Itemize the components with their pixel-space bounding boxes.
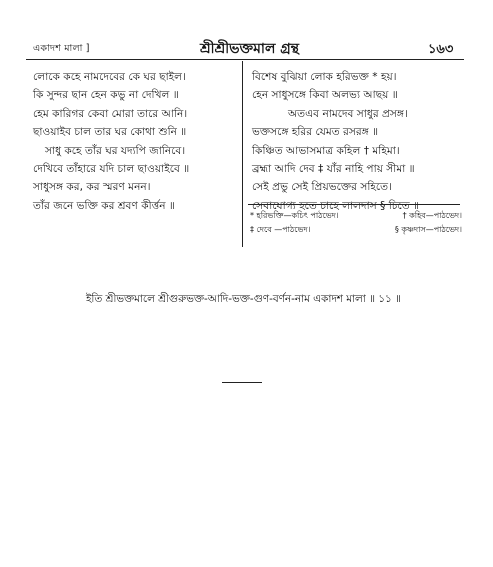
footnote: § কৃষ্ণদাস—পাঠভেদ। bbox=[394, 224, 462, 234]
verse-line: সেবাযোগ্য হতে চাহে লালদাস § চিতে ॥ bbox=[252, 199, 420, 212]
footnote-row bbox=[250, 223, 462, 237]
verse-line: কি সুন্দর ছান হেন কভু না দেখিল ॥ bbox=[33, 89, 179, 102]
verse-line: কিঞ্চিত আভাসমাত্র কহিল † মহিমা। bbox=[252, 144, 400, 157]
verse-line: তাঁর জনে ভক্তি কর শ্রবণ কীর্ত্তন ॥ bbox=[33, 199, 175, 212]
verse-line: ব্রহ্মা আদি দেব ‡ যাঁর নাহি পায় সীমা ॥ bbox=[252, 162, 415, 175]
verse-line: সেই প্রভু সেই প্রিয়ভক্তের সহিতে। bbox=[252, 181, 392, 194]
verse-line: অতএব নামদেব সাধুর প্রসঙ্গ। bbox=[288, 107, 408, 120]
verse-column-right bbox=[252, 68, 462, 215]
footnotes bbox=[250, 209, 462, 236]
running-title: শ্রীশ্রীভক্তমাল গ্রন্থ bbox=[200, 41, 300, 57]
verse-line: ছাওয়াইব চাল তার ঘর কোথা শুনি ॥ bbox=[33, 126, 187, 139]
verse-line: ভক্তসঙ্গে হরির যেমত রসরঙ্গ ॥ bbox=[252, 126, 379, 139]
end-dash bbox=[222, 382, 262, 383]
verse-line: দেখিবে তাঁহারে যদি চাল ছাওয়াইবে ॥ bbox=[33, 162, 190, 175]
verse-line: লোকে কহে নামদেবের কে ঘর ছাইল। bbox=[33, 71, 186, 83]
verse-column-left bbox=[33, 68, 239, 215]
footnote: * হরিভক্তি—কচিৎ পাঠভেদ। bbox=[250, 211, 339, 220]
verse-line: বিশেষ বুঝিয়া লোক হরিভক্ত * হয়। bbox=[252, 71, 397, 83]
column-divider bbox=[242, 61, 243, 247]
footnote-row bbox=[250, 209, 462, 223]
chapter-label: একাদশ মালা ] bbox=[33, 43, 90, 54]
verse-line: সাধু কহে তাঁর ঘর যদ্যপি জানিবে। bbox=[45, 144, 186, 157]
header-rule bbox=[26, 59, 464, 60]
verse-line: হেম কারিগর কেবা মোরা তারে আনি। bbox=[33, 107, 188, 120]
footnote: ‡ দেবে —পাঠভেদ। bbox=[250, 224, 311, 234]
chapter-colophon: ইতি শ্রীভক্তমালে শ্রীগুরুভক্ত-আদি-ভক্ত-গুণ-বর্ণন-নাম একাদশ মালা ॥ ১১ ॥ bbox=[86, 293, 401, 305]
footnote: † কহিব—পাঠভেদ। bbox=[402, 211, 462, 220]
footnote-rule bbox=[248, 204, 460, 205]
verse-line: হেন সাধুসঙ্গে কিবা অলভ্য আছয় ॥ bbox=[252, 89, 398, 102]
verse-line: সাধুসঙ্গ কর, কর স্মরণ মনন। bbox=[33, 181, 151, 194]
page-number: ১৬৩ bbox=[428, 42, 454, 57]
